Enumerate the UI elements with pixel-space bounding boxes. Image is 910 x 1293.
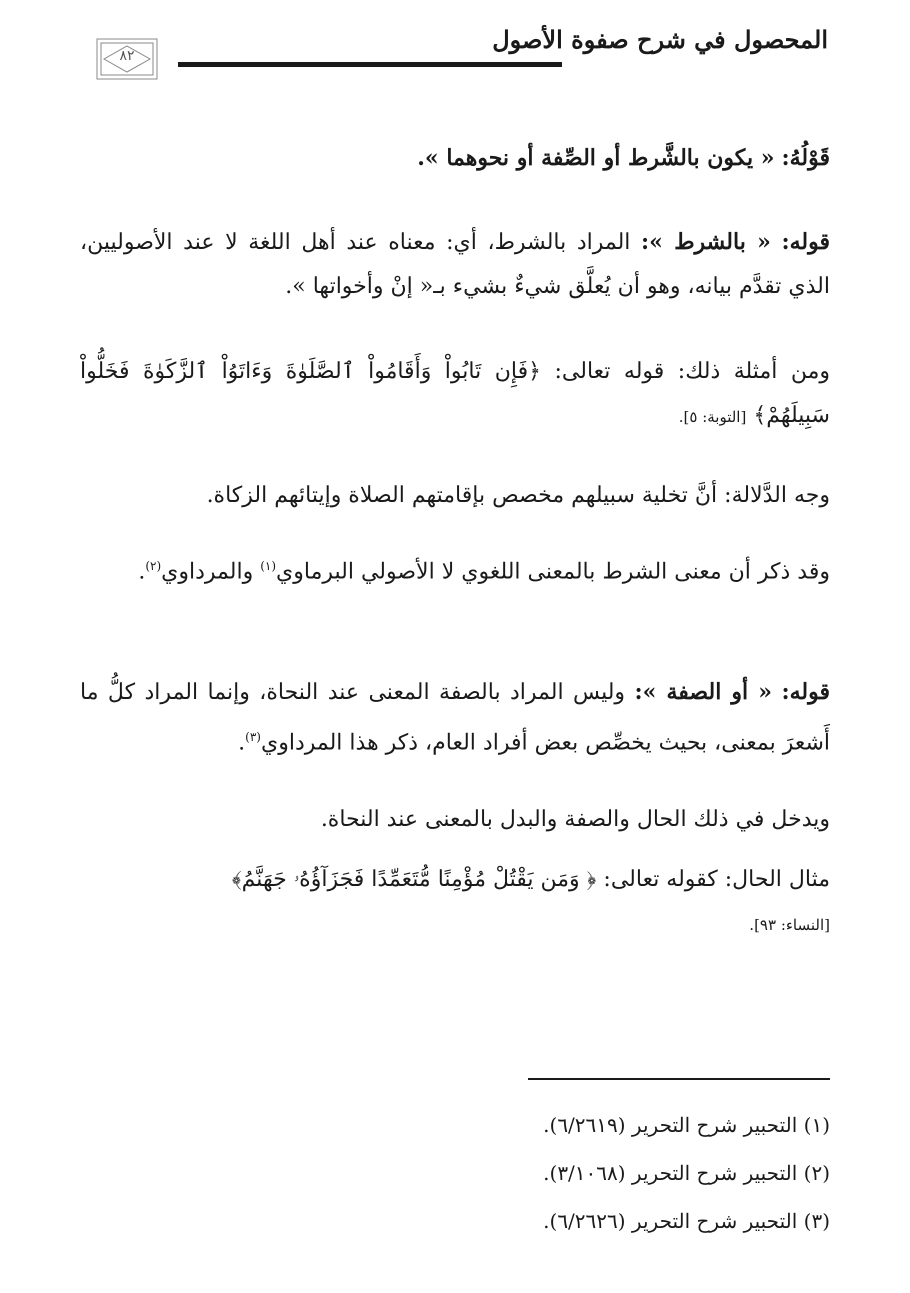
footnote-marker: (٣) bbox=[245, 730, 261, 744]
paragraph-attribute bbox=[80, 670, 830, 765]
mention-text-b: والمرداوي bbox=[161, 559, 254, 585]
page-number-badge bbox=[96, 38, 158, 80]
running-header-title: المحصول في شرح صفوة الأصول bbox=[492, 25, 828, 54]
footnote-marker: (١) bbox=[260, 559, 277, 573]
footnote-marker: (٢) bbox=[145, 559, 162, 573]
page-number: ٨٢ bbox=[119, 48, 135, 64]
example-intro: ومن أمثلة ذلك: قوله تعالى: bbox=[554, 359, 830, 384]
term-attribute: « أو الصفة »: bbox=[634, 679, 773, 705]
paragraph-includes bbox=[80, 798, 830, 842]
condition-explanation: المراد بالشرط، أي: معناه عند أهل اللغة لا عند الأصوليين، الذي تقدَّم بيانه، وهو أن يُعلَّق شيءٌ بشيء بـ« إنْ وأخواتها ». bbox=[80, 230, 830, 299]
paragraph-evidence bbox=[80, 474, 830, 518]
footnote-2: (٢) التحبير شرح التحرير (٣/١٠٦٨). bbox=[543, 1161, 830, 1185]
statement-label: قَوْلُهُ: bbox=[781, 145, 830, 171]
quran-verse: ﴿ وَمَن يَقْتُلْ مُؤْمِنًا مُّتَعَمِّدًا فَجَزَآؤُهُۥ جَهَنَّمُ﴾ bbox=[231, 867, 597, 892]
paragraph-example bbox=[80, 350, 830, 439]
term-condition: « بالشرط »: bbox=[641, 229, 771, 255]
paragraph-mention bbox=[80, 544, 830, 594]
paragraph-condition bbox=[80, 220, 830, 309]
quran-verse: ﴿فَإِن تَابُواْ وَأَقَامُواْ ٱلصَّلَوٰةَ وَءَاتَوُاْ ٱلزَّكَوٰةَ فَخَلُّواْ سَبِيلَهُمْ﴾ bbox=[80, 359, 830, 428]
footnote-separator bbox=[528, 1078, 830, 1080]
paragraph-statement bbox=[80, 136, 830, 181]
paragraph-state-example bbox=[80, 858, 830, 947]
footnote-1: (١) التحبير شرح التحرير (٦/٢٦١٩). bbox=[543, 1113, 830, 1137]
verse-reference: [النساء: ٩٣]. bbox=[749, 916, 830, 934]
statement-quote: « يكون بالشَّرط أو الصِّفة أو نحوهما ». bbox=[417, 145, 775, 171]
sentence-end: . bbox=[138, 559, 146, 585]
includes-text: ويدخل في ذلك الحال والصفة والبدل بالمعنى عند النحاة. bbox=[320, 807, 830, 832]
footnote-3: (٣) التحبير شرح التحرير (٦/٢٦٢٦). bbox=[543, 1209, 830, 1233]
quote-label: قوله: bbox=[781, 679, 830, 705]
quote-label: قوله: bbox=[781, 229, 831, 255]
sentence-end: . bbox=[238, 730, 246, 756]
state-example-intro: مثال الحال: كقوله تعالى: bbox=[603, 867, 830, 892]
evidence-text: وجه الدَّلالة: أنَّ تخلية سبيلهم مخصص بإقامتهم الصلاة وإيتائهم الزكاة. bbox=[206, 483, 830, 508]
attribute-explanation: وليس المراد بالصفة المعنى عند النحاة، وإنما المراد كلُّ ما أَشعرَ بمعنى، بحيث يخصِّص بعض أفراد العام، ذكر هذا المرداوي bbox=[80, 680, 830, 756]
verse-reference: [التوبة: ٥]. bbox=[678, 408, 747, 426]
header-rule bbox=[178, 62, 562, 67]
mention-text-a: وقد ذكر أن معنى الشرط بالمعنى اللغوي لا الأصولي البرماوي bbox=[276, 559, 830, 585]
